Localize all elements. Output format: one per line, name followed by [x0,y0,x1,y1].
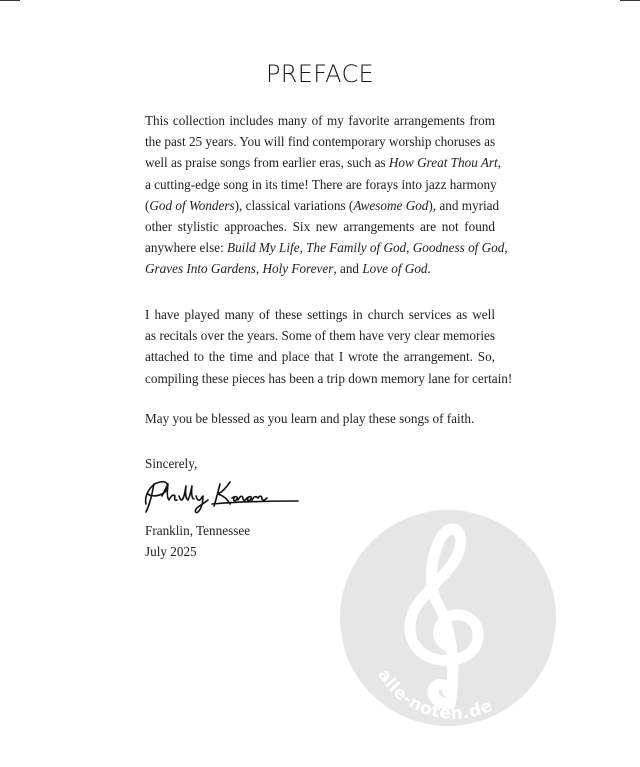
crop-mark-left [0,0,20,1]
text-line: compiling these pieces has been a trip down memory lane for certain! [145,370,513,386]
page-title: PREFACE [266,60,374,88]
song-title: How Great Thou Art [388,155,498,171]
text-line: other stylistic approaches. Six new arrangements are not found [145,218,495,234]
song-title: Graves Into Gardens [145,261,256,277]
song-title: Awesome God [353,197,429,213]
song-title: Love of God [362,261,428,277]
date-text: July 2025 [145,544,197,560]
watermark-logo [338,508,558,728]
text-line: well as praise songs from earlier eras, such as How Great Thou Art, [145,155,501,171]
signature-image [140,474,302,516]
location-text: Franklin, Tennessee [145,523,251,538]
text-line: Graves Into Gardens, Holy Forever, and Love of God. [145,261,431,277]
text-line: I have played many of these settings in church services as well [145,307,495,322]
text-line: (God of Wonders), classical variations (Awesome God), and myriad [145,197,500,213]
song-title: Holy Forever [262,261,334,277]
salutation-text: Sincerely, [145,456,198,471]
text-line: May you be blessed as you learn and play these songs of faith. [145,411,475,426]
watermark-text-path: alle-noten.de [373,665,496,724]
text-line: This collection includes many of my favorite arrangements from [145,113,495,128]
song-title: Goodness of God [412,240,505,256]
text-line: a cutting-edge song in its time! There are forays into jazz harmony [145,176,497,192]
song-title: Build My Life [227,240,300,256]
text-line: the past 25 years. You will find contemporary worship choruses as [145,134,496,150]
text-line: anywhere else: Build My Life, The Family of God, Goodness of God, [145,240,508,256]
paragraph-blessing [145,408,495,429]
closing-salutation [145,453,495,474]
song-title: God of Wonders [149,197,235,213]
paragraph-memories [145,304,513,389]
paragraph-intro [145,110,508,280]
song-title: The Family of God [306,240,407,256]
text-line: as recitals over the years. Some of them have very clear memories [145,328,495,344]
text-line: attached to the time and place that I wrote the arrangement. So, [145,349,495,365]
crop-mark-right [620,0,640,1]
